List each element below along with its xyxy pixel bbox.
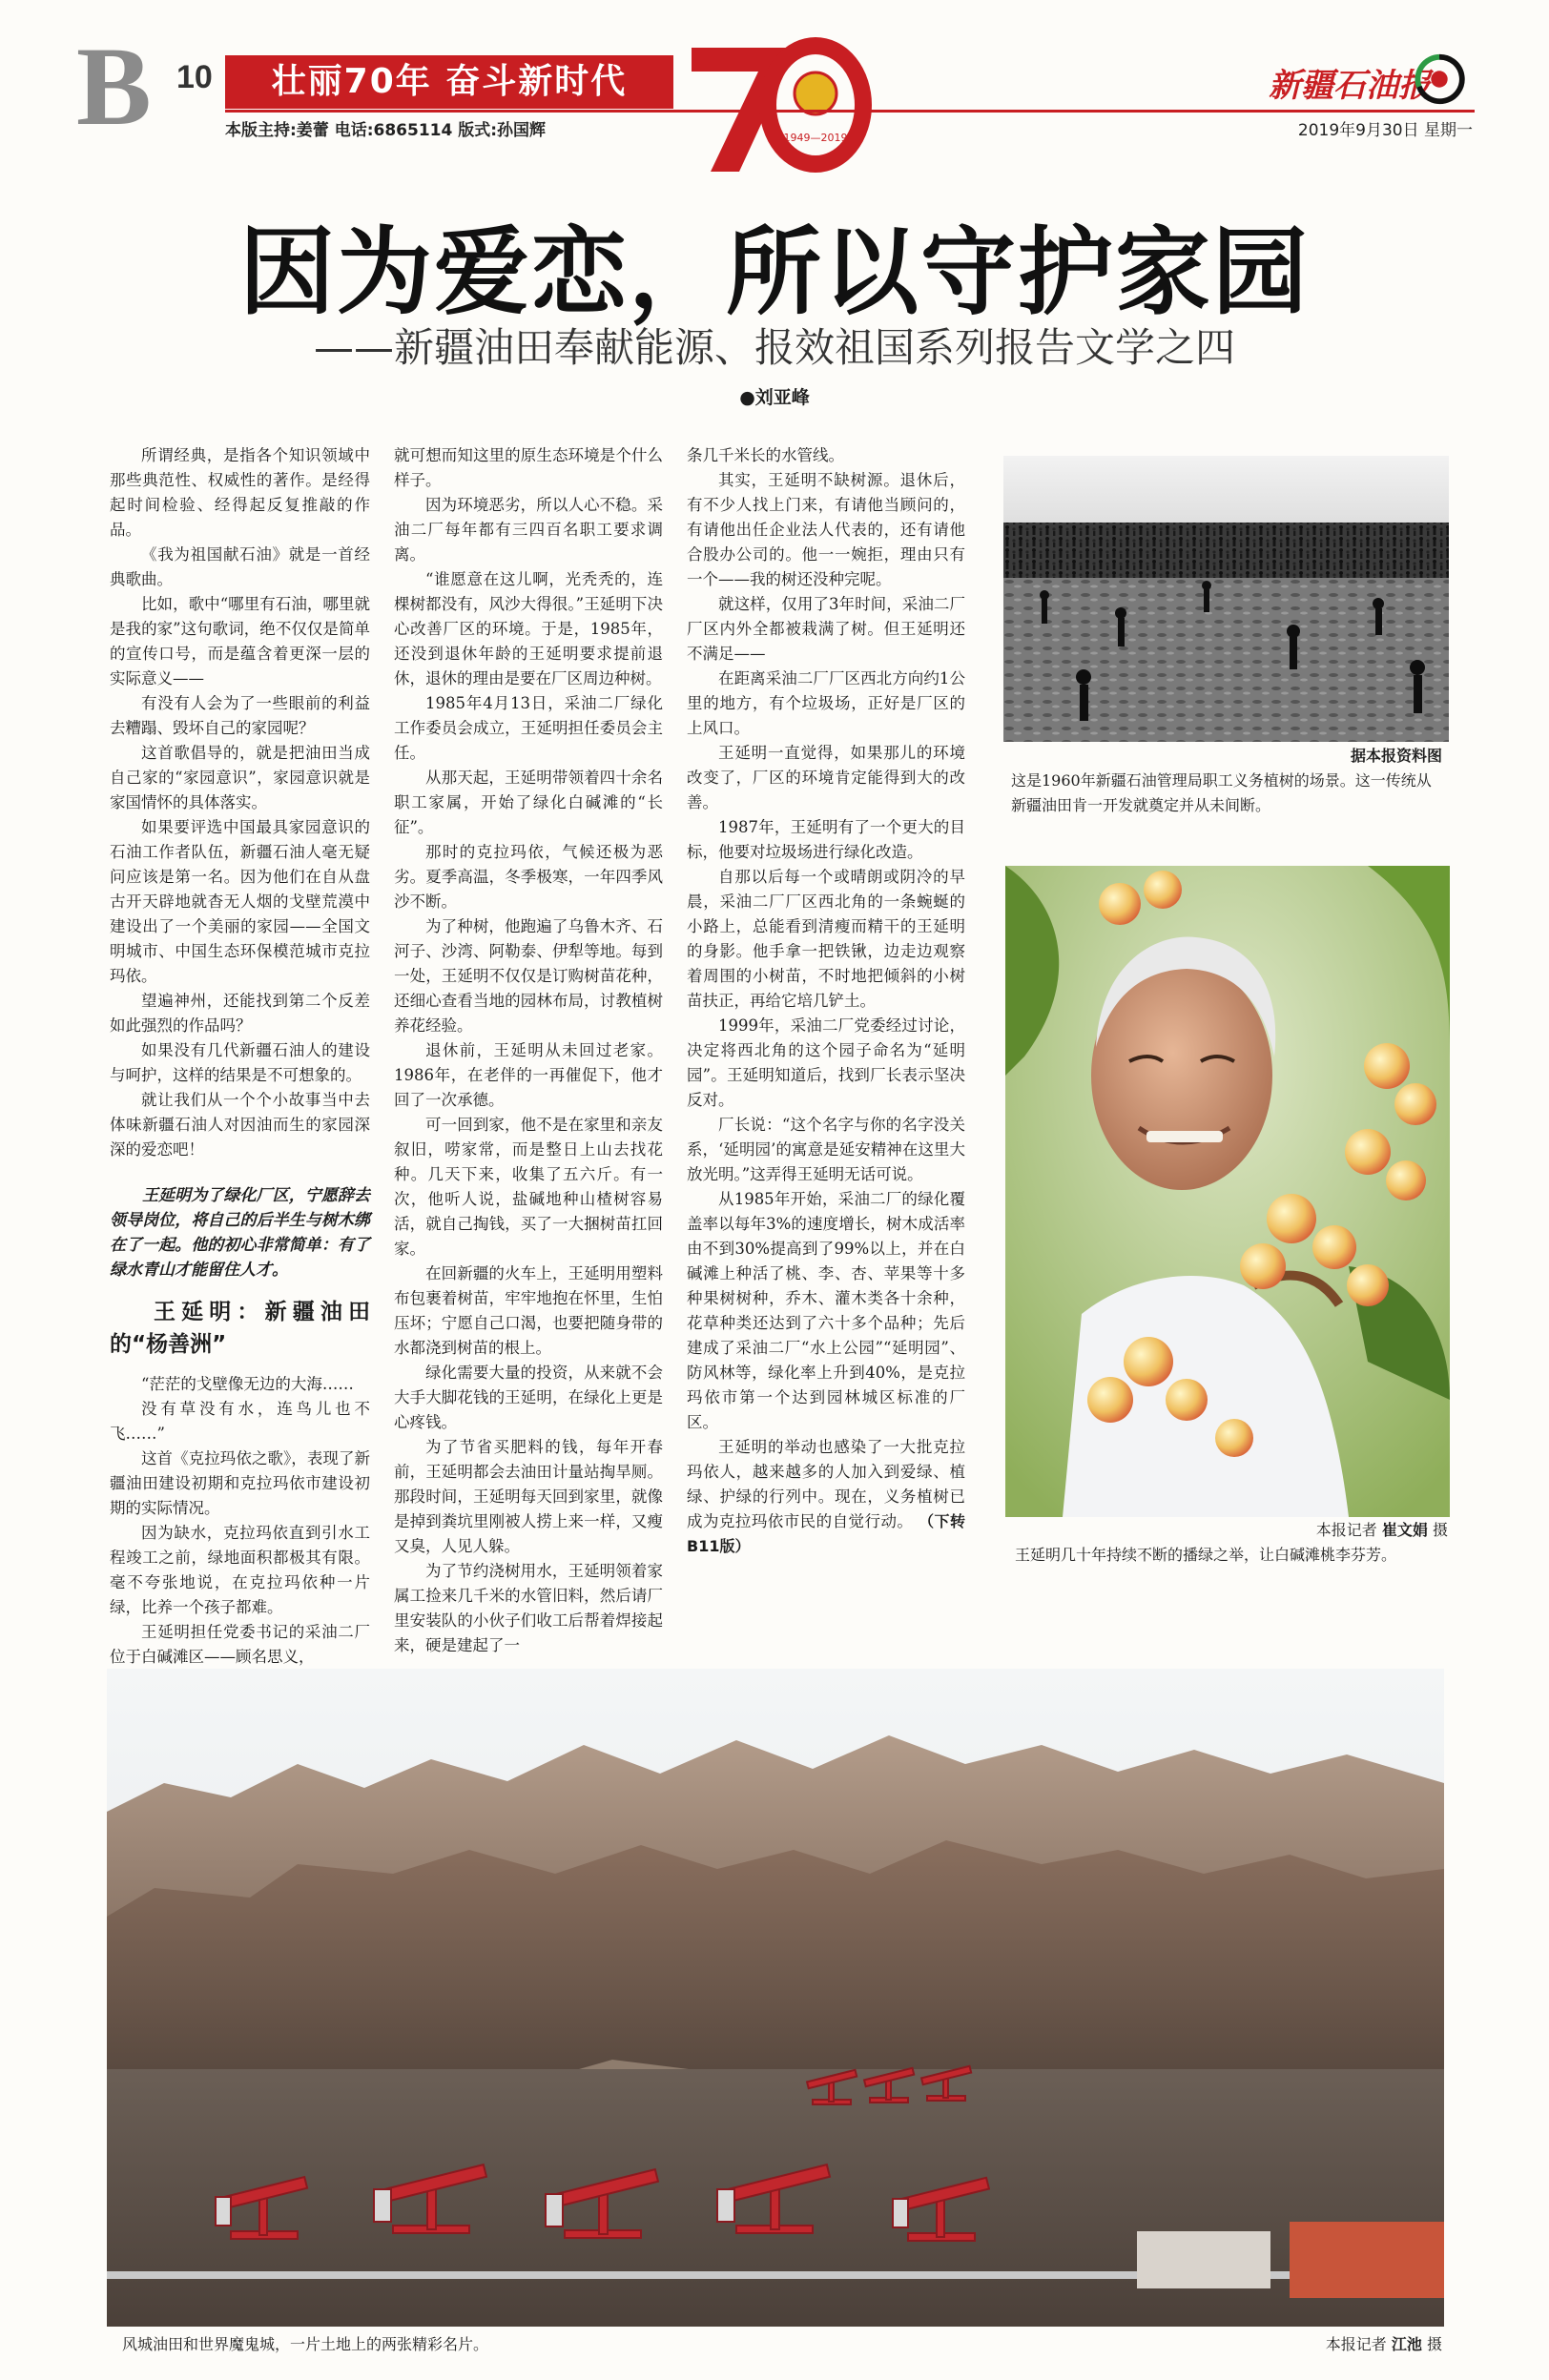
page-number: 10 <box>176 59 213 95</box>
paragraph: 自那以后每一个或晴朗或阴冷的早晨，采油二厂厂区西北角的一条蜿蜒的小路上，总能看到清瘦而精干的王延明的身影。他手拿一把铁锹，边走边观察着周围的小树苗，不时地把倾斜的小树苗扶正，再给它培几铲土。 <box>687 868 965 1010</box>
paragraph <box>687 1435 965 1559</box>
paragraph: 其实，王延明不缺树源。退休后，有不少人找上门来，有请他当顾问的，有请他出任企业法人代表的，还有请他合股办公司的。他一一婉拒，理由只有一个——我的树还没种完呢。 <box>687 471 965 588</box>
theme-banner: 壮丽70年 奋斗新时代 <box>225 55 673 109</box>
paragraph: 从那天起，王延明带领着四十余名职工家属，开始了绿化白碱滩的“长征”。 <box>394 769 663 836</box>
photo3-credit-prefix: 本报记者 <box>1325 2335 1392 2353</box>
paragraph: 就让我们从一个个小故事当中去体味新疆石油人对因油而生的家园深深的爱恋吧！ <box>110 1091 370 1159</box>
paragraph: 1985年4月13日，采油二厂绿化工作委员会成立，王延明担任委员会主任。 <box>394 694 663 762</box>
article-headline: 因为爱恋，所以守护家园 <box>239 216 1310 328</box>
paragraph: 因为缺水，克拉玛依直到引水工程竣工之前，绿地面积都极其有限。毫不夸张地说，在克拉玛依种一片绿，比养一个孩子都难。 <box>110 1524 370 1616</box>
page-section-letter: B <box>76 24 148 149</box>
issue-date: 2019年9月30日 星期一 <box>1297 121 1473 140</box>
paragraph: 这首《克拉玛依之歌》，表现了新疆油田建设初期和克拉玛依市建设初期的实际情况。 <box>110 1449 370 1517</box>
paragraph: 在回新疆的火车上，王延明用塑料布包裹着树苗，牢牢地抱在怀里，生怕压坏；宁愿自己口渴，也要把随身带的水都浇到树苗的根上。 <box>394 1264 663 1357</box>
paragraph: 条几千米长的水管线。 <box>687 446 844 464</box>
paragraph: 有没有人会为了一些眼前的利益去糟蹋、毁坏自己的家园呢？ <box>110 694 370 737</box>
article-column-2 <box>394 443 663 1658</box>
article-column-1 <box>110 443 370 1670</box>
paragraph: 望遍神州，还能找到第二个反差如此强烈的作品吗？ <box>110 992 370 1035</box>
photo3-photographer: 江池 <box>1391 2335 1422 2353</box>
paragraph: 因为环境恶劣，所以人心不稳。采油二厂每年都有三四百名职工要求调离。 <box>394 496 663 564</box>
paragraph: 在距离采油二厂厂区西北方向约1公里的地方，有个垃圾场，正好是厂区的上风口。 <box>687 669 965 737</box>
paragraph: 厂长说：“这个名字与你的名字没关系，‘延明园’的寓意是延安精神在这里大放光明。”这弄得王延明无话可说。 <box>687 1116 965 1183</box>
newspaper-logo-icon <box>1412 51 1467 107</box>
paragraph: 如果要评选中国最具家园意识的石油工作者队伍，新疆石油人毫无疑问应该是第一名。因为他们在自从盘古开天辟地就杳无人烟的戈壁荒漠中建设出了一个美丽的家园——全国文明城市、中国生态环保模范城市克拉玛依。 <box>110 818 370 985</box>
newspaper-name: 新疆石油报 <box>1269 67 1431 105</box>
anniversary-70-logo <box>682 29 873 181</box>
emblem-icon <box>795 72 836 114</box>
photo2-photographer: 崔文娟 <box>1381 1521 1428 1539</box>
photo-oilfield-devil-city <box>107 1669 1444 2327</box>
paragraph: 王延明一直觉得，如果那儿的环境改变了，厂区的环境肯定能得到大的改善。 <box>687 744 965 811</box>
paragraph: 1987年，王延明有了一个更大的目标，他要对垃圾场进行绿化改造。 <box>687 818 965 861</box>
paragraph: 就这样，仅用了3年时间，采油二厂厂区内外全都被栽满了树。但王延明还不满足—— <box>687 595 965 663</box>
paragraph: “谁愿意在这儿啊，光秃秃的，连棵树都没有，风沙大得很。”王延明下决心改善厂区的环境。于是，1985年，还没到退休年龄的王延明要求提前退休，退休的理由是要在厂区周边种树。 <box>394 570 663 687</box>
paragraph: 从1985年开始，采油二厂的绿化覆盖率以每年3%的速度增长，树木成活率由不到30%提高到了99%以上，并在白碱滩上种活了桃、李、杏、苹果等十多种果树树种，乔木、灌木类各十余种，花草种类还达到了六十多个品种；先后建成了采油二厂“水上公园”“延明园”、防风林等，绿化率上升到40%，是克拉玛依市第一个达到园林城区标准的厂区。 <box>687 1190 965 1431</box>
paragraph: 那时的克拉玛依，气候还极为恶劣。夏季高温，冬季极寒，一年四季风沙不断。 <box>394 843 663 911</box>
article-column-3 <box>687 443 965 1559</box>
photo2-credit-prefix: 本报记者 <box>1315 1521 1382 1539</box>
section-lead-summary: 王延明为了绿化厂区，宁愿辞去领导岗位，将自己的后半生与树木绑在了一起。他的初心非常简单：有了绿水青山才能留住人才。 <box>110 1186 370 1280</box>
photo3-credit-suffix: 摄 <box>1421 2335 1442 2353</box>
photo-wang-yanming-portrait <box>1005 866 1450 1517</box>
mid-mesas <box>107 1840 1444 2069</box>
article-byline: ●刘亚峰 <box>739 387 810 408</box>
paragraph: 为了节省买肥料的钱，每年开春前，王延明都会去油田计量站掏旱厕。那段时间，王延明每天回到家里，就像是掉到粪坑里刚被人捞上来一样，又瘦又臭，人见人躲。 <box>394 1438 663 1555</box>
poem-line: 没有草没有水，连鸟儿也不飞……” <box>110 1400 370 1443</box>
photo1-caption: 这是1960年新疆石油管理局职工义务植树的场景。这一传统从新疆油田肯一开发就奠定并从未间断。 <box>1011 771 1432 814</box>
continued-on-note: （下转B11版） <box>687 1512 965 1555</box>
photo2-credit-suffix: 摄 <box>1427 1521 1448 1539</box>
photo2-caption: 王延明几十年持续不断的播绿之举，让白碱滩桃李芬芳。 <box>1015 1546 1397 1564</box>
storage-building <box>1137 2231 1270 2288</box>
paragraph: 比如，歌中“哪里有石油，哪里就是我的家”这句歌词，绝不仅仅是简单的宣传口号，而是蕴含着更深一层的实际意义—— <box>110 595 370 687</box>
article-subheadline: ——新疆油田奉献能源、报效祖国系列报告文学之四 <box>313 324 1235 371</box>
paragraph-text: 王延明的举动也感染了一大批克拉玛依人，越来越多的人加入到爱绿、植绿、护绿的行列中。现在，义务植树已成为克拉玛依市民的自觉行动。 <box>687 1438 965 1530</box>
photo1-credit: 据本报资料图 <box>1350 747 1442 765</box>
paragraph: 这首歌倡导的，就是把油田当成自己家的“家园意识”，家园意识就是家国情怀的具体落实。 <box>110 744 370 811</box>
photo3-caption: 风城油田和世界魔鬼城，一片土地上的两张精彩名片。 <box>122 2335 489 2353</box>
paragraph: 为了节约浇树用水，王延明领着家属工捡来几千米的水管旧料，然后请厂里安装队的小伙子们收工后帮着焊接起来，硬是建起了一 <box>394 1562 663 1654</box>
header-rule <box>225 110 1475 113</box>
photo-1960-tree-planting <box>1003 456 1449 742</box>
poem-line: “茫茫的戈壁像无边的大海…… <box>141 1375 354 1393</box>
paragraph: 《我为祖国献石油》就是一首经典歌曲。 <box>110 545 370 588</box>
photo2-credit <box>1005 1518 1448 1540</box>
section-title: 王延明：新疆油田的“杨善洲” <box>110 1300 370 1357</box>
paragraph: 绿化需要大量的投资，从来就不会大手大脚花钱的王延明，在绿化上更是心疼钱。 <box>394 1364 663 1431</box>
paragraph: 为了种树，他跑遍了乌鲁木齐、石河子、沙湾、阿勒泰、伊犁等地。每到一处，王延明不仅仅是订购树苗花种，还细心查看当地的园林布局，讨教植树养花经验。 <box>394 917 663 1035</box>
paragraph: 王延明担任党委书记的采油二厂位于白碱滩区——顾名思义， <box>110 1623 370 1666</box>
paragraph: 可一回到家，他不是在家里和亲友叙旧，唠家常，而是整日上山去找花种。几天下来，收集了五六斤。有一次，他听人说，盐碱地种山楂树容易活，就自己掏钱，买了一大捆树苗扛回家。 <box>394 1116 663 1258</box>
editor-info: 本版主持:姜蕾 电话:6865114 版式:孙国辉 <box>225 121 547 140</box>
paragraph: 1999年，采油二厂党委经过讨论，决定将西北角的这个园子命名为“延明园”。王延明知道后，找到厂长表示坚决反对。 <box>687 1016 965 1109</box>
paragraph: 就可想而知这里的原生态环境是个什么样子。 <box>394 446 663 489</box>
paragraph: 如果没有几代新疆石油人的建设与呵护，这样的结果是不可想象的。 <box>110 1041 370 1084</box>
photo3-credit <box>1326 2332 1442 2354</box>
anniversary-years: 1949—2019 <box>783 132 848 144</box>
paragraph: 退休前，王延明从未回过老家。1986年，在老伴的一再催促下，他才回了一次承德。 <box>394 1041 663 1109</box>
paragraph: 所谓经典，是指各个知识领域中那些典范性、权威性的著作。是经得起时间检验、经得起反复推敲的作品。 <box>110 446 370 539</box>
